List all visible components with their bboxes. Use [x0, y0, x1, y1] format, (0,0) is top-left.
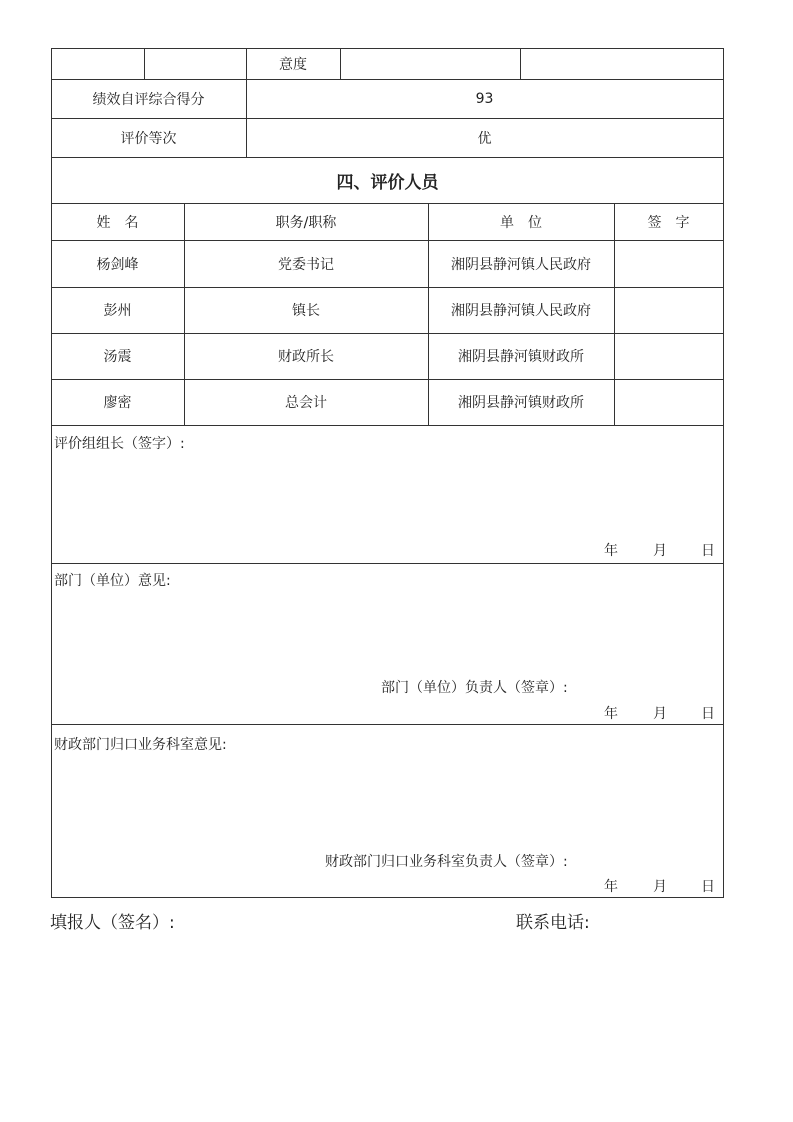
evaluator-unit: 湘阴县静河镇财政所	[458, 349, 584, 365]
header-unit: 单 位	[500, 214, 542, 231]
grade-value: 优	[477, 130, 492, 147]
date-month: 月	[653, 879, 667, 895]
table-rule	[51, 425, 724, 426]
evaluator-name: 彭州	[103, 303, 132, 319]
date-year: 年	[604, 706, 618, 722]
evaluator-title: 镇长	[292, 303, 320, 319]
header-sign: 签 字	[647, 214, 690, 231]
evaluator-unit: 湘阴县静河镇财政所	[458, 395, 584, 411]
evaluator-unit: 湘阴县静河镇人民政府	[451, 256, 591, 273]
date-month: 月	[653, 543, 667, 559]
evaluator-name: 汤震	[103, 349, 132, 365]
table-rule	[520, 48, 521, 79]
date-year: 年	[604, 543, 618, 559]
table-rule	[144, 48, 145, 79]
table-rule	[51, 724, 724, 725]
date-year: 年	[604, 879, 618, 895]
evaluator-unit: 湘阴县静河镇人民政府	[451, 303, 591, 319]
date-day: 日	[701, 543, 715, 559]
evaluator-name: 廖密	[103, 395, 132, 411]
evaluator-name: 杨剑峰	[96, 256, 139, 273]
evaluator-sign[interactable]	[614, 379, 723, 425]
score-value: 93	[475, 90, 494, 107]
grade-label: 评价等次	[120, 130, 177, 147]
section-title: 四、评价人员	[336, 172, 439, 193]
evaluator-sign[interactable]	[614, 333, 723, 379]
table-rule	[51, 563, 724, 564]
evaluator-title: 党委书记	[278, 256, 334, 273]
finance-opinion-label: 财政部门归口业务科室意见:	[54, 737, 227, 753]
evaluator-title: 财政所长	[278, 349, 334, 365]
date-day: 日	[701, 706, 715, 722]
date-day: 日	[701, 879, 715, 895]
date-month: 月	[653, 706, 667, 722]
table-rule	[51, 48, 724, 49]
score-label: 绩效自评综合得分	[92, 91, 205, 108]
filler-label: 填报人（签名）:	[50, 913, 175, 933]
header-title: 职务/职称	[275, 214, 337, 231]
table-rule	[340, 48, 341, 79]
satisfaction-label: 意度	[279, 56, 307, 73]
evaluator-title: 总会计	[285, 395, 327, 411]
finance-signer-label: 财政部门归口业务科室负责人（签章）:	[325, 854, 568, 870]
department-signer-label: 部门（单位）负责人（签章）:	[381, 680, 568, 696]
table-rule	[51, 897, 724, 898]
department-opinion-label: 部门（单位）意见:	[54, 573, 171, 589]
evaluator-sign[interactable]	[614, 287, 723, 333]
header-name: 姓 名	[96, 214, 139, 231]
phone-label: 联系电话:	[516, 913, 590, 933]
group-leader-label: 评价组组长（签字）:	[54, 436, 185, 452]
evaluator-sign[interactable]	[614, 240, 723, 287]
